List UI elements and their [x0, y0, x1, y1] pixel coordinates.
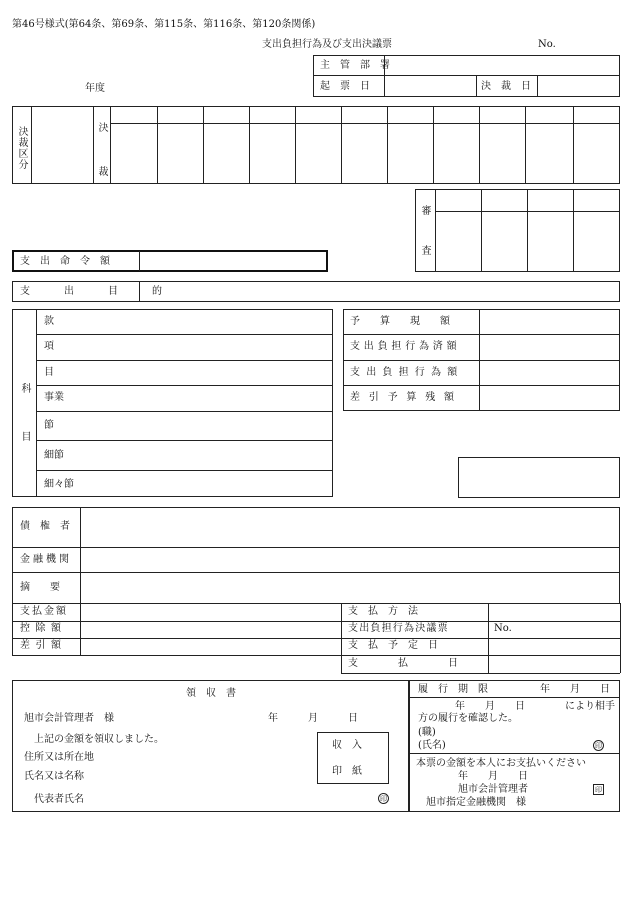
summary-label: 摘 要 [20, 582, 60, 593]
payout-manager: 旭市会計管理者 [458, 784, 528, 795]
subject-row-saisetsu: 細節 [44, 450, 64, 461]
net-amount-label: 差引額 [20, 640, 67, 651]
commitment-slip-label: 支出負担行為決議票 [348, 623, 449, 634]
subject-row-kou: 項 [44, 341, 54, 352]
fiscal-year-label: 年度 [85, 83, 105, 94]
subject-row-saisaisetsu: 細々節 [44, 479, 74, 490]
decision-date-field[interactable] [539, 77, 619, 96]
receipt-representative-label: 代表者氏名 [34, 794, 84, 805]
fulfillment-seal-icon: 印 [595, 742, 602, 750]
fulfillment-period-label: 履 行 期 限 [418, 684, 488, 695]
revenue-stamp-label-2: 印 紙 [332, 766, 362, 777]
receipt-address-label: 住所又は所在地 [24, 752, 94, 763]
scheduled-date-label: 支 払 予 定 日 [348, 640, 438, 651]
fulfillment-confirm-tail: により相手 [565, 701, 615, 712]
payout-date: 年 月 日 [458, 771, 528, 782]
subject-label: 科 目 [19, 383, 30, 455]
deduction-label: 控除額 [20, 623, 67, 634]
revenue-stamp-label-1: 収 入 [332, 740, 362, 751]
department-label: 主 管 部 署 [320, 60, 390, 71]
creditor-field[interactable] [82, 509, 618, 545]
budget-current-label: 予 算 現 額 [350, 316, 450, 327]
fulfillment-name-label: (氏名) [418, 740, 446, 751]
purpose-field[interactable] [141, 283, 618, 300]
budget-remaining-label: 差引予算残額 [350, 392, 463, 403]
payout-seal-icon: 印 [595, 786, 602, 794]
receipt-addressee: 旭市会計管理者 様 [24, 713, 114, 724]
payout-bank: 旭市指定金融機関 様 [426, 797, 526, 808]
fulfillment-confirm-date: 年 月 日 [455, 701, 525, 712]
budget-commitment-label: 支出負担行為額 [350, 367, 464, 378]
memo-box [458, 457, 620, 498]
decision-category-label: 決裁区分 [16, 126, 27, 170]
summary-field[interactable] [82, 574, 618, 602]
payment-amount-label: 支払金額 [20, 606, 68, 617]
order-amount-field[interactable] [141, 252, 326, 270]
receipt-date: 年 月 日 [268, 713, 358, 724]
decision-label: 決 裁 [96, 122, 107, 188]
fulfillment-confirm-text: 方の履行を確認した。 [418, 713, 518, 724]
audit-label: 審 査 [419, 205, 430, 265]
payment-method-label: 支 払 方 法 [348, 606, 418, 617]
fulfillment-position-label: (職) [418, 727, 436, 738]
draft-date-label: 起 票 日 [320, 81, 370, 92]
order-amount-label: 支 出 命 令 額 [20, 256, 110, 267]
form-title: 支出負担行為及び支出決議票 [262, 39, 392, 50]
audit-grid [415, 189, 620, 272]
subject-row-jigyo: 事業 [44, 392, 64, 403]
subject-row-kan: 款 [44, 316, 54, 327]
receipt-title: 領 収 書 [186, 688, 236, 699]
subject-row-moku: 目 [44, 367, 54, 378]
commitment-slip-no-label: No. [494, 623, 512, 634]
bank-field[interactable] [82, 549, 618, 570]
payment-date-label: 支 払 日 [348, 658, 458, 669]
fulfillment-period-date: 年 月 日 [540, 684, 610, 695]
draft-date-field[interactable] [386, 77, 474, 96]
department-field[interactable] [386, 57, 618, 74]
bank-label: 金融機関 [20, 554, 72, 565]
document-number-label: No. [538, 39, 556, 50]
subject-table [12, 309, 333, 497]
decision-date-label: 決 裁 日 [481, 81, 531, 92]
receipt-name-label: 氏名又は名称 [24, 771, 84, 782]
creditor-label: 債 権 者 [20, 521, 70, 532]
receipt-text: 上記の金額を領収しました。 [34, 734, 164, 745]
receipt-seal-icon: 印 [380, 795, 387, 803]
purpose-label: 支 出 目 的 [20, 286, 174, 297]
payout-request-text: 本票の金額を本人にお支払いください [416, 758, 586, 769]
budget-committed-label: 支出負担行為済額 [350, 341, 461, 352]
subject-row-setsu: 節 [44, 420, 54, 431]
form-number: 第46号様式(第64条、第69条、第115条、第116条、第120条関係) [12, 19, 316, 30]
